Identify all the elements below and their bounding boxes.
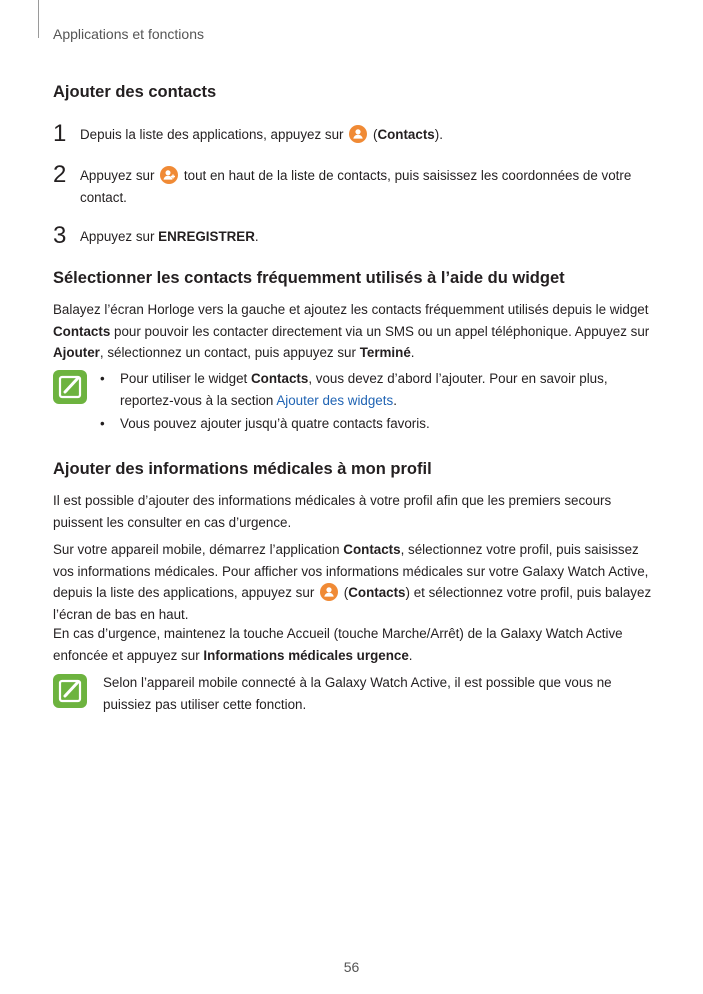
- page-number: 56: [343, 959, 360, 975]
- note-icon: [53, 674, 87, 708]
- bullet-dot: •: [100, 371, 105, 386]
- medical-paragraph-1: Il est possible d’ajouter des informations médicales à votre profil afin que les premiers secours puissent les consulter en cas d’urgence.: [53, 493, 612, 530]
- heading-medical-info: Ajouter des informations médicales à mon profil: [53, 460, 432, 478]
- note-icon: [53, 370, 87, 404]
- heading-add-contacts: Ajouter des contacts: [53, 83, 217, 101]
- add-contact-icon: [160, 166, 178, 184]
- medical-paragraph-3: En cas d’urgence, maintenez la touche Accueil (touche Marche/Arrêt) de la Galaxy Watch Active enfoncée et appuyez sur Informations médicales urgence.: [53, 626, 623, 663]
- step-number: 1: [53, 120, 67, 147]
- bullet-text: Vous pouvez ajouter jusqu’à quatre contacts favoris.: [120, 416, 430, 431]
- heading-frequent-contacts-widget: Sélectionner les contacts fréquemment utilisés à l’aide du widget: [53, 269, 565, 287]
- header-rule: [38, 0, 39, 38]
- medical-note-text: Selon l’appareil mobile connecté à la Galaxy Watch Active, il est possible que vous ne puissiez pas utiliser cette fonction.: [103, 675, 612, 712]
- section-header: Applications et fonctions: [53, 26, 204, 42]
- add-widgets-link[interactable]: Ajouter des widgets: [276, 392, 394, 408]
- contacts-app-icon: [320, 583, 338, 601]
- bullet-dot: •: [100, 416, 105, 431]
- bullet-text: Pour utiliser le widget Contacts, vous devez d’abord l’ajouter. Pour en savoir plus, reportez-vous à la section Ajouter des widgets.: [120, 371, 608, 408]
- step-number: 3: [53, 222, 67, 249]
- step-text: Depuis la liste des applications, appuyez sur (Contacts).: [80, 127, 443, 142]
- contacts-app-icon: [349, 125, 367, 143]
- step-number: 2: [53, 161, 67, 188]
- medical-paragraph-2: Sur votre appareil mobile, démarrez l’application Contacts, sélectionnez votre profil, puis saisissez vos informations médicales. Pour afficher vos informations médicales sur votre Galaxy Watch Active, depuis la liste des applications, appuyez sur (Contacts) et sélectionnez votre profil, puis balayez l’écran de bas en haut.: [53, 542, 652, 622]
- step-text: Appuyez sur tout en haut de la liste de contacts, puis saisissez les coordonnées de votre contact.: [80, 168, 632, 205]
- step-text: Appuyez sur ENREGISTRER.: [80, 229, 259, 244]
- widget-paragraph: Balayez l’écran Horloge vers la gauche et ajoutez les contacts fréquemment utilisés depuis le widget Contacts pour pouvoir les contacter directement via un SMS ou un appel téléphonique. Appuyez sur Ajouter, sélectionnez un contact, puis appuyez sur Terminé.: [53, 302, 650, 360]
